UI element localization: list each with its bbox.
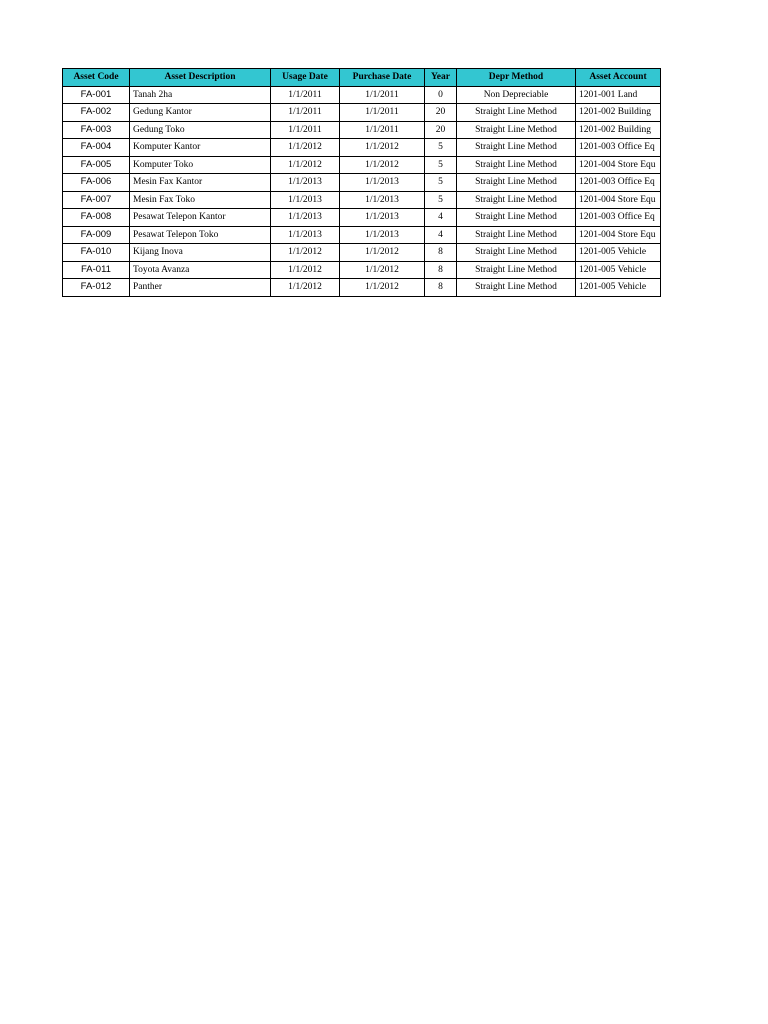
usage-date-cell[interactable]: 1/1/2012 <box>271 261 340 279</box>
asset-code-cell[interactable]: FA-004 <box>63 139 130 157</box>
asset-description-cell[interactable]: Komputer Kantor <box>130 139 271 157</box>
usage-date-cell[interactable]: 1/1/2013 <box>271 209 340 227</box>
purchase-date-cell[interactable]: 1/1/2012 <box>340 244 425 262</box>
usage-date-cell[interactable]: 1/1/2012 <box>271 139 340 157</box>
year-cell[interactable]: 5 <box>425 139 457 157</box>
year-cell[interactable]: 8 <box>425 279 457 297</box>
usage-date-cell[interactable]: 1/1/2012 <box>271 244 340 262</box>
purchase-date-cell[interactable]: 1/1/2012 <box>340 156 425 174</box>
purchase-date-cell[interactable]: 1/1/2013 <box>340 226 425 244</box>
table-row <box>63 156 661 174</box>
header-purchase-date[interactable]: Purchase Date <box>340 69 425 87</box>
asset-account-cell[interactable]: 1201-005 Vehicle <box>576 279 661 297</box>
asset-account-cell[interactable]: 1201-004 Store Equ <box>576 191 661 209</box>
asset-account-cell[interactable]: 1201-004 Store Equ <box>576 156 661 174</box>
purchase-date-cell[interactable]: 1/1/2012 <box>340 139 425 157</box>
usage-date-cell[interactable]: 1/1/2013 <box>271 174 340 192</box>
year-cell[interactable]: 8 <box>425 244 457 262</box>
asset-account-cell[interactable]: 1201-002 Building <box>576 104 661 122</box>
table-body <box>63 86 661 296</box>
asset-code-cell[interactable]: FA-003 <box>63 121 130 139</box>
header-row <box>63 69 661 87</box>
asset-account-cell[interactable]: 1201-003 Office Eq <box>576 139 661 157</box>
year-cell[interactable]: 20 <box>425 121 457 139</box>
asset-account-cell[interactable]: 1201-005 Vehicle <box>576 261 661 279</box>
header-usage-date[interactable]: Usage Date <box>271 69 340 87</box>
asset-code-cell[interactable]: FA-008 <box>63 209 130 227</box>
header-asset-code[interactable]: Asset Code <box>63 69 130 87</box>
asset-description-cell[interactable]: Gedung Kantor <box>130 104 271 122</box>
asset-account-cell[interactable]: 1201-002 Building <box>576 121 661 139</box>
table-row <box>63 121 661 139</box>
year-cell[interactable]: 4 <box>425 209 457 227</box>
purchase-date-cell[interactable]: 1/1/2012 <box>340 261 425 279</box>
purchase-date-cell[interactable]: 1/1/2012 <box>340 279 425 297</box>
asset-account-cell[interactable]: 1201-003 Office Eq <box>576 174 661 192</box>
asset-account-cell[interactable]: 1201-004 Store Equ <box>576 226 661 244</box>
header-asset-account[interactable]: Asset Account <box>576 69 661 87</box>
usage-date-cell[interactable]: 1/1/2012 <box>271 156 340 174</box>
purchase-date-cell[interactable]: 1/1/2011 <box>340 86 425 104</box>
header-depr-method[interactable]: Depr Method <box>457 69 576 87</box>
asset-description-cell[interactable]: Komputer Toko <box>130 156 271 174</box>
year-cell[interactable]: 4 <box>425 226 457 244</box>
table-row <box>63 191 661 209</box>
table-row <box>63 104 661 122</box>
usage-date-cell[interactable]: 1/1/2012 <box>271 279 340 297</box>
fixed-asset-table <box>62 68 661 297</box>
asset-description-cell[interactable]: Mesin Fax Kantor <box>130 174 271 192</box>
table-row <box>63 209 661 227</box>
purchase-date-cell[interactable]: 1/1/2013 <box>340 174 425 192</box>
table-row <box>63 244 661 262</box>
asset-description-cell[interactable]: Toyota Avanza <box>130 261 271 279</box>
asset-account-cell[interactable]: 1201-005 Vehicle <box>576 244 661 262</box>
year-cell[interactable]: 20 <box>425 104 457 122</box>
year-cell[interactable]: 5 <box>425 174 457 192</box>
table-row <box>63 86 661 104</box>
header-year[interactable]: Year <box>425 69 457 87</box>
year-cell[interactable]: 5 <box>425 156 457 174</box>
asset-code-cell[interactable]: FA-002 <box>63 104 130 122</box>
asset-code-cell[interactable]: FA-010 <box>63 244 130 262</box>
depr-method-cell[interactable]: Straight Line Method <box>457 139 576 157</box>
asset-code-cell[interactable]: FA-007 <box>63 191 130 209</box>
asset-code-cell[interactable]: FA-006 <box>63 174 130 192</box>
asset-description-cell[interactable]: Pesawat Telepon Kantor <box>130 209 271 227</box>
asset-code-cell[interactable]: FA-005 <box>63 156 130 174</box>
table-row <box>63 139 661 157</box>
purchase-date-cell[interactable]: 1/1/2011 <box>340 104 425 122</box>
asset-description-cell[interactable]: Gedung Toko <box>130 121 271 139</box>
asset-account-cell[interactable]: 1201-001 Land <box>576 86 661 104</box>
depr-method-cell[interactable]: Straight Line Method <box>457 226 576 244</box>
asset-code-cell[interactable]: FA-001 <box>63 86 130 104</box>
asset-description-cell[interactable]: Mesin Fax Toko <box>130 191 271 209</box>
usage-date-cell[interactable]: 1/1/2013 <box>271 191 340 209</box>
usage-date-cell[interactable]: 1/1/2013 <box>271 226 340 244</box>
purchase-date-cell[interactable]: 1/1/2013 <box>340 191 425 209</box>
year-cell[interactable]: 8 <box>425 261 457 279</box>
asset-account-cell[interactable]: 1201-003 Office Eq <box>576 209 661 227</box>
asset-description-cell[interactable]: Kijang Inova <box>130 244 271 262</box>
asset-code-cell[interactable]: FA-012 <box>63 279 130 297</box>
purchase-date-cell[interactable]: 1/1/2013 <box>340 209 425 227</box>
asset-code-cell[interactable]: FA-009 <box>63 226 130 244</box>
header-asset-description[interactable]: Asset Description <box>130 69 271 87</box>
usage-date-cell[interactable]: 1/1/2011 <box>271 104 340 122</box>
depr-method-cell[interactable]: Straight Line Method <box>457 174 576 192</box>
table-row <box>63 261 661 279</box>
year-cell[interactable]: 5 <box>425 191 457 209</box>
depr-method-cell[interactable]: Straight Line Method <box>457 244 576 262</box>
depr-method-cell[interactable]: Straight Line Method <box>457 191 576 209</box>
table-row <box>63 226 661 244</box>
asset-description-cell[interactable]: Panther <box>130 279 271 297</box>
depr-method-cell[interactable]: Non Depreciable <box>457 86 576 104</box>
table-row <box>63 174 661 192</box>
asset-description-cell[interactable]: Tanah 2ha <box>130 86 271 104</box>
year-cell[interactable]: 0 <box>425 86 457 104</box>
asset-code-cell[interactable]: FA-011 <box>63 261 130 279</box>
depr-method-cell[interactable]: Straight Line Method <box>457 156 576 174</box>
depr-method-cell[interactable]: Straight Line Method <box>457 279 576 297</box>
depr-method-cell[interactable]: Straight Line Method <box>457 261 576 279</box>
asset-description-cell[interactable]: Pesawat Telepon Toko <box>130 226 271 244</box>
usage-date-cell[interactable]: 1/1/2011 <box>271 86 340 104</box>
usage-date-cell[interactable]: 1/1/2011 <box>271 121 340 139</box>
purchase-date-cell[interactable]: 1/1/2011 <box>340 121 425 139</box>
depr-method-cell[interactable]: Straight Line Method <box>457 104 576 122</box>
table-row <box>63 279 661 297</box>
depr-method-cell[interactable]: Straight Line Method <box>457 209 576 227</box>
depr-method-cell[interactable]: Straight Line Method <box>457 121 576 139</box>
